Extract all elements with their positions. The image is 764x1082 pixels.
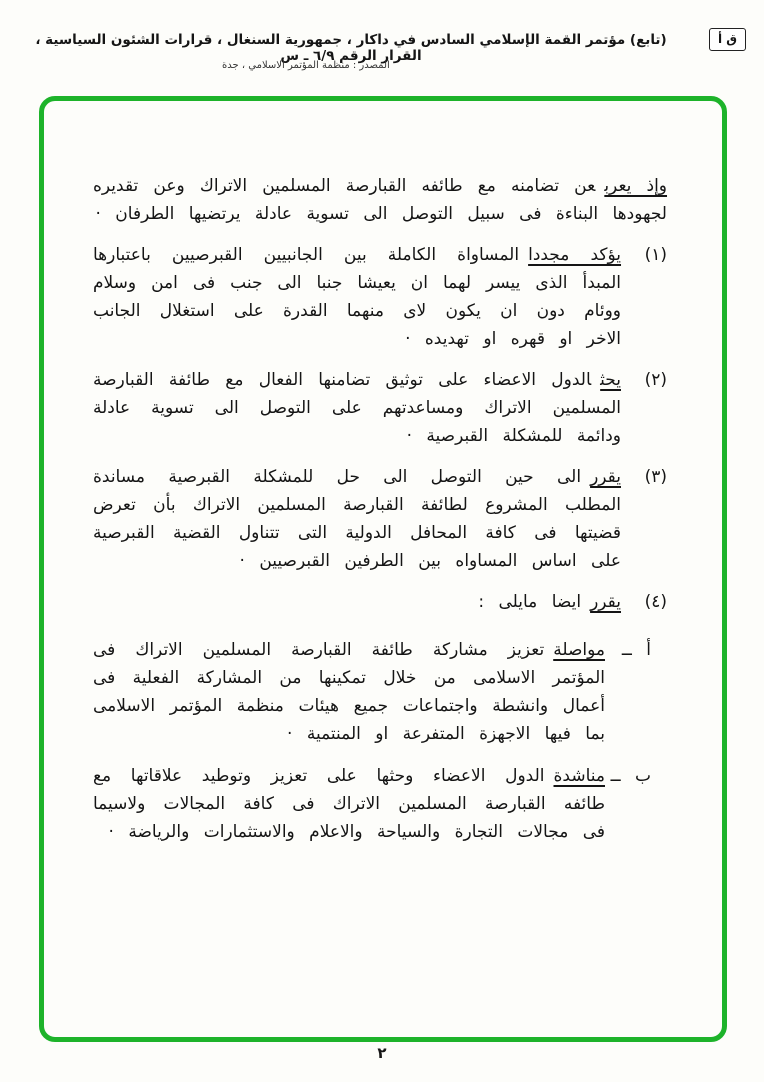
clause-2-number: (٢) <box>644 370 667 390</box>
subclause-a-text <box>93 636 605 748</box>
page-number: ٢ <box>377 1044 387 1062</box>
subclause-b <box>93 762 667 846</box>
subclause-a-marker: أ ــ <box>621 640 651 660</box>
subclause-a-body-text: تعزيز مشاركة طائفة القبارصة المسلمين الاتراك فى المؤتمر الاسلامى من خلال تمكينها من المشاركة الفعلية فى أعمال وانشطة واجتماعات جميع هيئات منظمة المؤتمر الاسلامى بما فيها الاجهزة المتفرعة او المنتمية · <box>93 640 605 744</box>
clause-1 <box>93 241 667 353</box>
clause-2-lead: يحث <box>600 370 621 390</box>
subclause-b-text <box>93 762 605 846</box>
subclause-a-lead: مواصلة <box>553 640 605 660</box>
preamble-lead: وإذ يعرب <box>604 176 668 196</box>
clause-4-lead: يقرر <box>590 592 621 612</box>
clause-3-number: (٣) <box>644 467 667 487</box>
clause-3-body-text: الى حين التوصل الى حل للمشكلة القبرصية مساندة المطلب المشروع لطائفة القبارصة المسلمين الاتراك بأن تعرض قضيتها فى كافة المحافل الدولية التى تتناول القضية القبرصية على اساس المساواه بين الطرفين القبرصيين · <box>93 467 621 571</box>
document-body <box>93 172 667 860</box>
clause-1-body-text: المساواة الكاملة بين الجانبيين القبرصيين باعتبارها المبدأ الذى ييسر لهما ان يعيشا جنبا الى جنب فى امن وسلام ووئام دون ان يكون لاى منهما القدرة على استغلال الجانب الاخر او قهره او تهديده · <box>93 245 621 349</box>
clause-3-text <box>93 463 621 575</box>
preamble-text: عن تضامنه مع طائفه القبارصة المسلمين الاتراك وعن تقديره لجهودها البناءة فى سبيل التوصل الى تسوية عادلة يرتضيها الطرفان · <box>93 176 667 224</box>
subclause-b-body-text: الدول الاعضاء وحثها على تعزيز وتوطيد علاقاتها مع طائفه القبارصة المسلمين الاتراك فى كافة المجالات ولاسيما فى مجالات التجارة والسياحة والاعلام والاستثمارات والرياضة · <box>93 766 605 842</box>
subclause-b-marker: ب ــ <box>610 766 651 786</box>
clause-2-body-text: الدول الاعضاء على توثيق تضامنها الفعال مع طائفة القبارصة المسلمين الاتراك ومساعدتهم على التوصل الى تسوية عادلة ودائمة للمشكلة القبرصية · <box>93 370 621 446</box>
subclause-b-lead: مناشدة <box>553 766 605 786</box>
header-annotation-box: ق أ <box>709 28 746 51</box>
document-source-line: المصدر : منظمة المؤتمر الاسلامي ، جدة <box>222 60 390 71</box>
clause-3-lead: يقرر <box>590 467 621 487</box>
clause-2 <box>93 366 667 450</box>
preamble-paragraph <box>93 172 667 228</box>
clause-4-text <box>93 588 621 616</box>
clause-4-body-text: ايضا مايلى : <box>478 592 582 612</box>
clause-4 <box>93 588 667 616</box>
clause-2-text <box>93 366 621 450</box>
subclause-a <box>93 636 667 748</box>
clause-1-text <box>93 241 621 353</box>
document-header-title: (تابع) مؤتمر القمة الإسلامي السادس في داكار ، جمهورية السنغال ، قرارات الشئون السياسية ، القرار الرقم ٦/٩ ـ س <box>35 32 667 64</box>
clause-1-lead: يؤكد مجددا <box>528 245 622 265</box>
clause-1-number: (١) <box>644 245 667 265</box>
clause-3 <box>93 463 667 575</box>
clause-4-number: (٤) <box>644 592 667 612</box>
